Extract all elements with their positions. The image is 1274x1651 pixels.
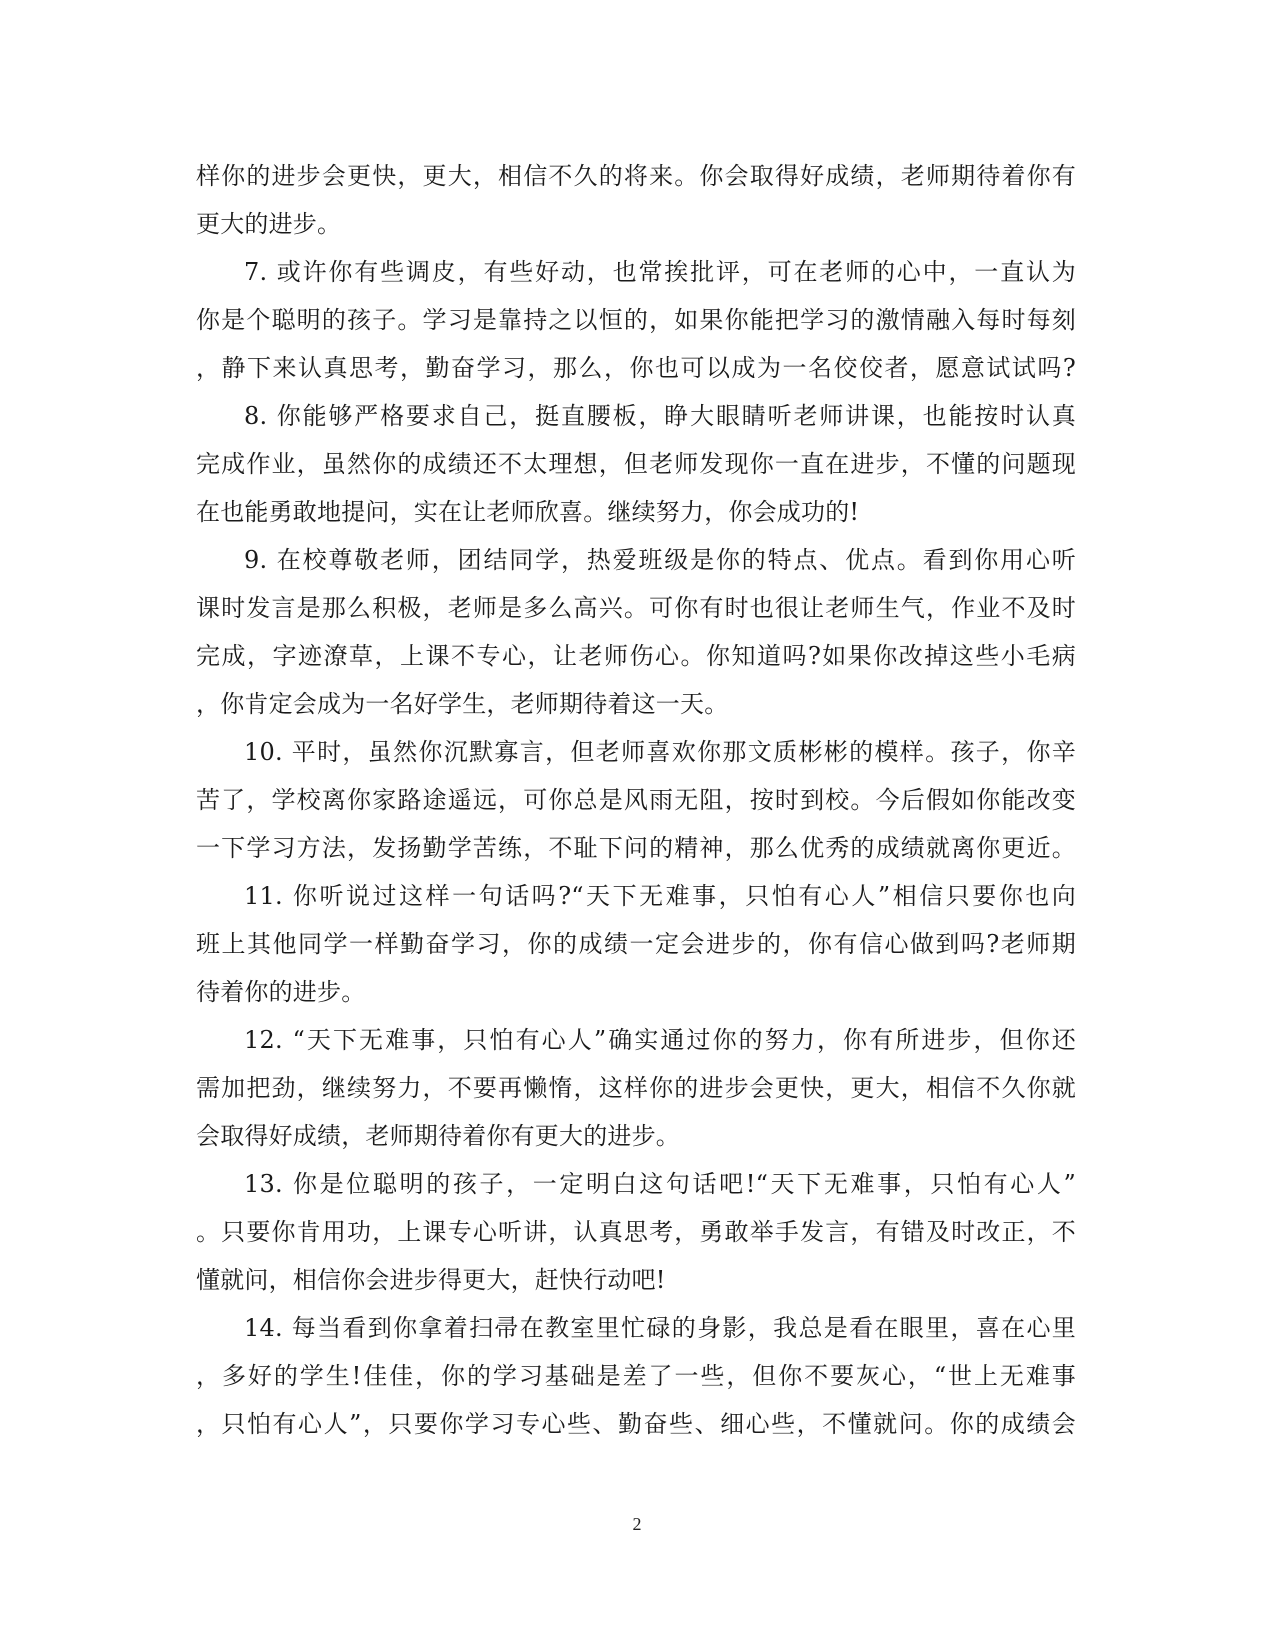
paragraph-first-line: 13. 你是位聪明的孩子，一定明白这句话吧!“天下无难事，只怕有心人” — [244, 1170, 1076, 1198]
paragraph-line: 一下学习方法，发扬勤学苦练，不耻下问的精神，那么优秀的成绩就离你更近。 — [196, 834, 1076, 862]
paragraph-line: 待着你的进步。 — [196, 978, 366, 1006]
paragraph-line: 在也能勇敢地提问，实在让老师欣喜。继续努力，你会成功的! — [196, 498, 860, 526]
paragraph-line: 完成，字迹潦草，上课不专心，让老师伤心。你知道吗?如果你改掉这些小毛病 — [196, 642, 1076, 670]
paragraph-first-line: 12. “天下无难事，只怕有心人”确实通过你的努力，你有所进步，但你还 — [244, 1026, 1076, 1054]
paragraph-line: 会取得好成绩，老师期待着你有更大的进步。 — [196, 1122, 680, 1150]
paragraph-first-line: 10. 平时，虽然你沉默寡言，但老师喜欢你那文质彬彬的模样。孩子，你辛 — [244, 738, 1076, 766]
paragraph-line: 样你的进步会更快，更大，相信不久的将来。你会取得好成绩，老师期待着你有 — [196, 162, 1076, 190]
paragraph-line: 班上其他同学一样勤奋学习，你的成绩一定会进步的，你有信心做到吗?老师期 — [196, 930, 1076, 958]
body-text — [196, 152, 1076, 1448]
paragraph-line: 你是个聪明的孩子。学习是靠持之以恒的，如果你能把学习的激情融入每时每刻 — [196, 306, 1076, 334]
paragraph-line: 更大的进步。 — [196, 210, 342, 238]
paragraph-line: 需加把劲，继续努力，不要再懒惰，这样你的进步会更快，更大，相信不久你就 — [196, 1074, 1076, 1102]
paragraph-line: 课时发言是那么积极，老师是多么高兴。可你有时也很让老师生气，作业不及时 — [196, 594, 1076, 622]
paragraph-first-line: 14. 每当看到你拿着扫帚在教室里忙碌的身影，我总是看在眼里，喜在心里 — [244, 1314, 1076, 1342]
paragraph-line: 完成作业，虽然你的成绩还不太理想，但老师发现你一直在进步，不懂的问题现 — [196, 450, 1076, 478]
paragraph-first-line: 11. 你听说过这样一句话吗?“天下无难事，只怕有心人”相信只要你也向 — [244, 882, 1076, 910]
paragraph-line: 苦了，学校离你家路途遥远，可你总是风雨无阻，按时到校。今后假如你能改变 — [196, 786, 1076, 814]
paragraph-line: 懂就问，相信你会进步得更大，赶快行动吧! — [196, 1266, 666, 1294]
paragraph-first-line: 7. 或许你有些调皮，有些好动，也常挨批评，可在老师的心中，一直认为 — [244, 258, 1076, 286]
paragraph-line: ，多好的学生!佳佳，你的学习基础是差了一些，但你不要灰心，“世上无难事 — [196, 1362, 1076, 1390]
paragraph-line: ，只怕有心人”，只要你学习专心些、勤奋些、细心些，不懂就问。你的成绩会 — [196, 1410, 1076, 1438]
paragraph-line: ，静下来认真思考，勤奋学习，那么，你也可以成为一名佼佼者，愿意试试吗? — [196, 354, 1076, 382]
paragraph-line: ，你肯定会成为一名好学生，老师期待着这一天。 — [196, 690, 729, 718]
paragraph-first-line: 8. 你能够严格要求自己，挺直腰板，睁大眼睛听老师讲课，也能按时认真 — [244, 402, 1076, 430]
page-number: 2 — [632, 1514, 642, 1534]
paragraph-line: 。只要你肯用功，上课专心听讲，认真思考，勇敢举手发言，有错及时改正，不 — [196, 1218, 1076, 1246]
paragraph-first-line: 9. 在校尊敬老师，团结同学，热爱班级是你的特点、优点。看到你用心听 — [244, 546, 1076, 574]
